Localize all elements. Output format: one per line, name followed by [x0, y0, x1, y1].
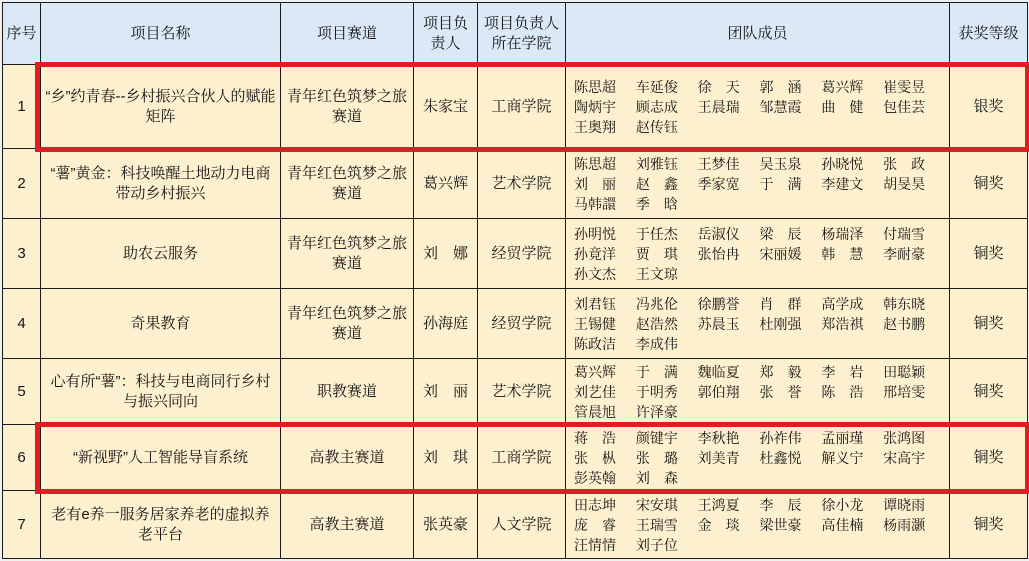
award-cell: 铜奖 [950, 219, 1028, 289]
table-row [3, 425, 1028, 491]
team-member-name: 李 岩 [821, 362, 879, 382]
team-member-name: 孙文杰 [574, 264, 632, 284]
team-member-name: 郭 涵 [759, 77, 817, 97]
team-member-name: 张怡冉 [698, 244, 756, 264]
table-row [3, 65, 1028, 149]
team-member-name: 曲 健 [821, 97, 879, 117]
seq-cell: 1 [3, 65, 41, 149]
team-member-name: 葛兴辉 [821, 77, 879, 97]
team-member-name: 顾志成 [636, 97, 694, 117]
track-cell: 青年红色筑梦之旅赛道 [281, 219, 414, 289]
team-member-name: 马韩譞 [574, 194, 632, 214]
team-member-name: 徐鹏誉 [698, 294, 756, 314]
team-member-line [574, 314, 941, 334]
team-member-name: 贾 琪 [636, 244, 694, 264]
team-member-name: 邢培雯 [883, 382, 941, 402]
team-member-name: 王梦佳 [698, 154, 756, 174]
team-member-name: 李成伟 [636, 334, 694, 354]
team-member-name: 梁 辰 [759, 224, 817, 244]
team-member-name: 颜键宇 [636, 428, 694, 448]
team-member-name: 赵书鹏 [883, 314, 941, 334]
team-member-line [574, 154, 941, 174]
team-member-name: 孙晓悦 [821, 154, 879, 174]
team-member-name: 岳淑仪 [698, 224, 756, 244]
team-member-name: 苏晨玉 [698, 314, 756, 334]
college-cell: 人文学院 [478, 491, 566, 559]
seq-cell: 5 [3, 359, 41, 425]
team-member-name: 刘君钰 [574, 294, 632, 314]
team-member-name: 许泽豪 [636, 402, 694, 422]
team-member-name: 刘子位 [636, 535, 694, 555]
team-member-line [574, 448, 941, 468]
project-name-cell: 奇果教育 [41, 289, 281, 359]
team-member-name: 王锡健 [574, 314, 632, 334]
team-member-name: 管晨旭 [574, 402, 632, 422]
team-member-name: 季 晗 [636, 194, 694, 214]
team-member-line [574, 77, 941, 97]
team-member-line [574, 174, 941, 194]
team-member-name: 陶炳宇 [574, 97, 632, 117]
team-member-name: 张 枞 [574, 448, 632, 468]
team-member-name: 包佳芸 [883, 97, 941, 117]
project-name-cell: “新视野”人工智能导盲系统 [41, 425, 281, 491]
team-member-name: 付瑞雪 [883, 224, 941, 244]
team-member-name: 汪情情 [574, 535, 632, 555]
track-cell: 高教主赛道 [281, 425, 414, 491]
table-row [3, 149, 1028, 219]
table-body [3, 65, 1028, 559]
team-member-line [574, 264, 941, 284]
award-cell: 铜奖 [950, 491, 1028, 559]
team-members-cell [566, 491, 950, 559]
header-college: 项目负责人所在学院 [478, 3, 566, 65]
team-member-name: 郭伯翔 [698, 382, 756, 402]
leader-cell: 张英豪 [414, 491, 478, 559]
team-member-line [574, 362, 941, 382]
page [0, 2, 1029, 561]
team-members-cell [566, 359, 950, 425]
college-cell: 工商学院 [478, 65, 566, 149]
header-track: 项目赛道 [281, 3, 414, 65]
team-member-name: 刘 丽 [574, 174, 632, 194]
team-member-name: 葛兴辉 [574, 362, 632, 382]
team-member-name: 刘艺佳 [574, 382, 632, 402]
team-member-name: 梁世豪 [759, 515, 817, 535]
table-row [3, 219, 1028, 289]
leader-cell: 朱家宝 [414, 65, 478, 149]
team-member-name: 张 誉 [759, 382, 817, 402]
table-row [3, 491, 1028, 559]
header-row [3, 3, 1028, 65]
team-member-line [574, 495, 941, 515]
team-member-name: 彭英翰 [574, 468, 632, 488]
team-member-name: 崔雯昱 [883, 77, 941, 97]
team-member-line [574, 294, 941, 314]
team-member-name: 宋高宇 [883, 448, 941, 468]
team-member-line [574, 117, 941, 137]
team-member-name: 李耐豪 [883, 244, 941, 264]
team-member-name: 于 满 [636, 362, 694, 382]
team-member-name: 王晨瑞 [698, 97, 756, 117]
team-member-name: 孙竟洋 [574, 244, 632, 264]
team-member-name: 田志坤 [574, 495, 632, 515]
header-leader: 项目负责人 [414, 3, 478, 65]
team-member-name: 胡旻昊 [883, 174, 941, 194]
team-member-name: 王奥翔 [574, 117, 632, 137]
team-member-name: 刘雅钰 [636, 154, 694, 174]
team-member-name: 于 满 [759, 174, 817, 194]
team-member-name: 车延俊 [636, 77, 694, 97]
team-member-line [574, 97, 941, 117]
team-member-name: 高学成 [821, 294, 879, 314]
team-member-name: 于任杰 [636, 224, 694, 244]
awards-table [2, 2, 1028, 559]
team-member-name: 张鸿图 [883, 428, 941, 448]
team-member-name: 张 政 [883, 154, 941, 174]
team-member-name: 陈思超 [574, 77, 632, 97]
team-member-name: 陈政洁 [574, 334, 632, 354]
team-member-name: 金 琰 [698, 515, 756, 535]
team-member-name: 邹慧霞 [759, 97, 817, 117]
award-cell: 银奖 [950, 65, 1028, 149]
team-member-name: 宋安琪 [636, 495, 694, 515]
header-team-members: 团队成员 [566, 3, 950, 65]
team-member-line [574, 194, 941, 214]
team-member-name: 于明秀 [636, 382, 694, 402]
team-member-name: 徐 天 [698, 77, 756, 97]
team-member-name: 高佳楠 [821, 515, 879, 535]
college-cell: 艺术学院 [478, 359, 566, 425]
project-name-cell: 心有所“薯”：科技与电商同行乡村与振兴同向 [41, 359, 281, 425]
track-cell: 青年红色筑梦之旅赛道 [281, 289, 414, 359]
team-members-cell [566, 149, 950, 219]
team-member-name: 季家宽 [698, 174, 756, 194]
team-member-line [574, 535, 941, 555]
team-member-name: 谭晓雨 [883, 495, 941, 515]
team-members-cell [566, 219, 950, 289]
header-project-name: 项目名称 [41, 3, 281, 65]
college-cell: 经贸学院 [478, 219, 566, 289]
team-member-name: 刘 森 [636, 468, 694, 488]
team-member-name: 杨瑞泽 [821, 224, 879, 244]
table-row [3, 289, 1028, 359]
team-member-name: 徐小龙 [821, 495, 879, 515]
team-member-name: 陈 浩 [821, 382, 879, 402]
seq-cell: 6 [3, 425, 41, 491]
team-members-cell [566, 65, 950, 149]
team-member-name: 赵浩然 [636, 314, 694, 334]
team-member-name: 李秋艳 [698, 428, 756, 448]
college-cell: 经贸学院 [478, 289, 566, 359]
college-cell: 工商学院 [478, 425, 566, 491]
team-member-name: 孙祚伟 [759, 428, 817, 448]
team-member-name: 李 辰 [759, 495, 817, 515]
team-member-line [574, 382, 941, 402]
leader-cell: 刘 娜 [414, 219, 478, 289]
team-member-name: 赵传钰 [636, 117, 694, 137]
team-member-name: 庞 睿 [574, 515, 632, 535]
team-member-line [574, 244, 941, 264]
team-member-name: 孙明悦 [574, 224, 632, 244]
team-member-line [574, 334, 941, 354]
team-member-name: 魏临夏 [698, 362, 756, 382]
award-cell: 铜奖 [950, 149, 1028, 219]
team-member-name: 蒋 浩 [574, 428, 632, 448]
project-name-cell: “乡”约青春--乡村振兴合伙人的赋能矩阵 [41, 65, 281, 149]
project-name-cell: “薯”黄金：科技唤醒土地动力电商带动乡村振兴 [41, 149, 281, 219]
team-member-name: 杜鑫悦 [759, 448, 817, 468]
leader-cell: 孙海庭 [414, 289, 478, 359]
award-cell: 铜奖 [950, 289, 1028, 359]
team-member-name: 宋丽媛 [759, 244, 817, 264]
team-member-line [574, 224, 941, 244]
seq-cell: 2 [3, 149, 41, 219]
team-member-name: 陈思超 [574, 154, 632, 174]
leader-cell: 刘 琪 [414, 425, 478, 491]
team-member-name: 田聪颖 [883, 362, 941, 382]
table-row [3, 359, 1028, 425]
seq-cell: 4 [3, 289, 41, 359]
leader-cell: 葛兴辉 [414, 149, 478, 219]
team-members-cell [566, 425, 950, 491]
team-member-name: 刘美青 [698, 448, 756, 468]
project-name-cell: 助农云服务 [41, 219, 281, 289]
team-member-name: 郑浩祺 [821, 314, 879, 334]
team-member-name: 郑 毅 [759, 362, 817, 382]
college-cell: 艺术学院 [478, 149, 566, 219]
track-cell: 青年红色筑梦之旅赛道 [281, 149, 414, 219]
team-member-line [574, 428, 941, 448]
team-member-name: 韩 慧 [821, 244, 879, 264]
project-name-cell: 老有e养一服务居家养老的虚拟养老平台 [41, 491, 281, 559]
team-member-name: 王瑞雪 [636, 515, 694, 535]
team-member-name: 李建文 [821, 174, 879, 194]
track-cell: 职教赛道 [281, 359, 414, 425]
team-member-name: 韩东晓 [883, 294, 941, 314]
team-member-name: 肖 群 [759, 294, 817, 314]
team-member-line [574, 468, 941, 488]
award-cell: 铜奖 [950, 359, 1028, 425]
team-member-name: 冯兆伦 [636, 294, 694, 314]
team-member-name: 杜刚强 [759, 314, 817, 334]
team-member-name: 孟丽瑾 [821, 428, 879, 448]
team-member-name: 王文琼 [636, 264, 694, 284]
team-member-name: 张 璐 [636, 448, 694, 468]
team-member-line [574, 515, 941, 535]
team-member-line [574, 402, 941, 422]
seq-cell: 3 [3, 219, 41, 289]
track-cell: 青年红色筑梦之旅赛道 [281, 65, 414, 149]
seq-cell: 7 [3, 491, 41, 559]
team-member-name: 解义宁 [821, 448, 879, 468]
team-member-name: 杨雨灏 [883, 515, 941, 535]
team-member-name: 王鸿夏 [698, 495, 756, 515]
team-member-name: 赵 鑫 [636, 174, 694, 194]
header-seq: 序号 [3, 3, 41, 65]
leader-cell: 刘 丽 [414, 359, 478, 425]
award-cell: 铜奖 [950, 425, 1028, 491]
header-award-level: 获奖等级 [950, 3, 1028, 65]
team-members-cell [566, 289, 950, 359]
team-member-name: 吴玉泉 [759, 154, 817, 174]
track-cell: 高教主赛道 [281, 491, 414, 559]
